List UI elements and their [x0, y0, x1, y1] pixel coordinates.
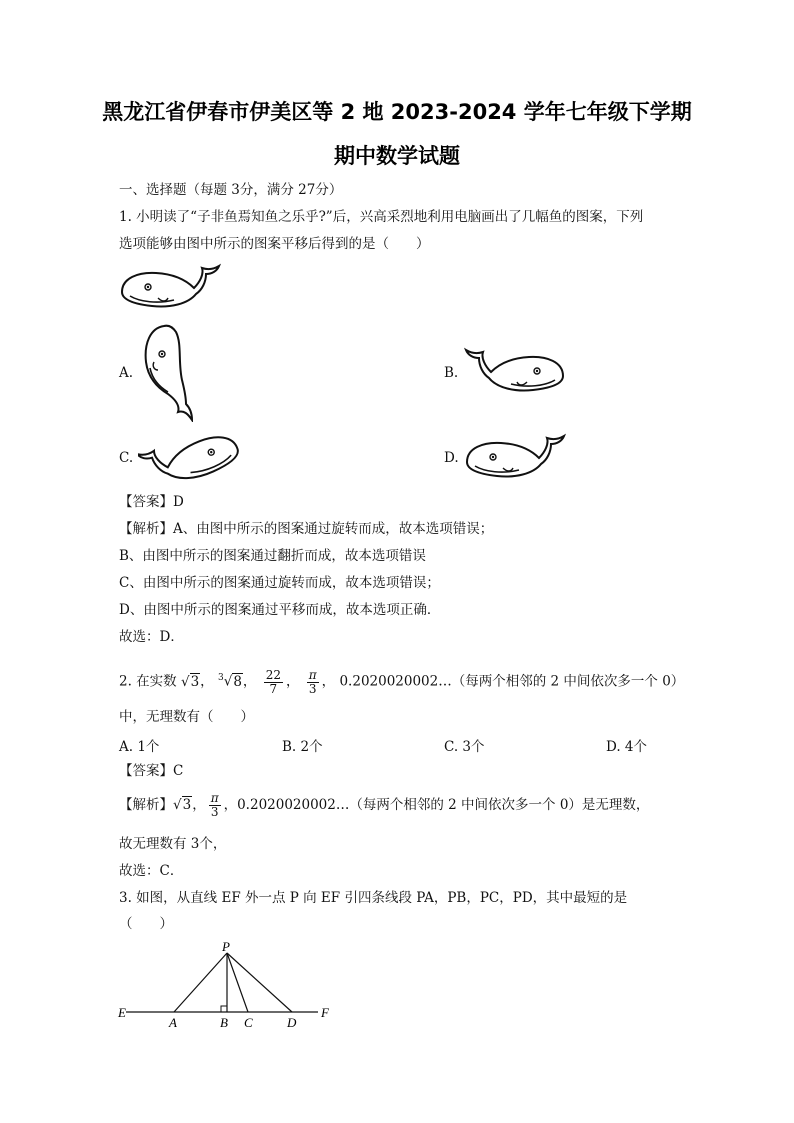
label-c: C: [244, 1015, 253, 1030]
expl-pi-symbol: π: [210, 791, 219, 805]
q2-prefix: 2. 在实数: [119, 673, 177, 690]
q2-answer: 【答案】C: [119, 763, 184, 779]
expl-fraction-pi-3: [209, 792, 221, 819]
sqrt-3-expression: √3: [180, 673, 200, 690]
q1-option-d-label: D.: [444, 450, 459, 466]
fraction-numerator: 22: [265, 667, 281, 682]
q1-explanation-4: D、由图中所示的图案通过平移而成，故本选项正确．: [119, 602, 441, 618]
fraction-22-7: [264, 669, 283, 696]
q2-choice: 故选：C．: [119, 863, 184, 879]
right-angle-mark: [221, 1006, 227, 1012]
cbrt-8-expression: $^3$√8: [217, 673, 242, 690]
label-a: A: [169, 1015, 177, 1030]
q2-text-2: 中，无理数有（ ）: [119, 709, 254, 725]
whale-option-d-image: [463, 432, 567, 482]
expl-sqrt-3-radicand: 3: [182, 797, 192, 813]
section-heading: 一、选择题（每题 3分，满分 27分）: [119, 182, 343, 198]
q2-text-1: 2. 在实数 √3， $^3$√8， $\frac{22}{7}$ ， $\frac{\pi}{3}$ ， 0.2020020002…（每两个相邻的 2 中间依次多一个 0）: [119, 663, 684, 697]
q2-explanation-2: 故无理数有 3个，: [119, 836, 227, 852]
q1-answer: 【答案】D: [119, 494, 184, 510]
geometry-diagram: [112, 935, 342, 1030]
fraction-pi-3: [307, 669, 319, 696]
whale-option-c-image: [138, 430, 242, 486]
fraction-denominator: 7: [269, 681, 278, 696]
segment-pd: [227, 953, 292, 1012]
expl-sqrt-3: √3: [173, 797, 192, 813]
expl-pi-denominator: 3: [210, 805, 219, 819]
q2-explanation-rest: 0.2020020002…（每两个相邻的 2 中间依次多一个 0）是无理数，: [237, 797, 650, 813]
q1-explanation-3: C、由图中所示的图案通过旋转而成，故本选项错误；: [119, 575, 440, 591]
q2-option-c: C. 3个: [444, 739, 485, 755]
q2-option-b: B. 2个: [282, 739, 323, 755]
q1-explanation-2: B、由图中所示的图案通过翻折而成，故本选项错误: [119, 548, 426, 564]
title-line-1: 黑龙江省伊春市伊美区等 2 地 2023-2024 学年七年级下学期: [102, 100, 692, 124]
q2-explanation-prefix: 【解析】: [119, 797, 173, 813]
q3-text-2: （ ）: [119, 916, 173, 932]
label-p: P: [222, 939, 230, 954]
whale-reference-image: [118, 262, 222, 312]
q3-text-1: 3. 如图，从直线 EF 外一点 P 向 EF 引四条线段 PA，PB，PC，PD，其中最短的是: [119, 890, 628, 906]
q1-option-a-label: A.: [119, 365, 134, 381]
segment-pa: [174, 953, 227, 1012]
q1-option-b-label: B.: [444, 365, 459, 381]
q1-explanation-1: 【解析】A、由图中所示的图案通过旋转而成，故本选项错误；: [119, 521, 494, 537]
q2-explanation-1: 【解析】√3， $\frac{\pi}{3}$ ，0.2020020002…（每两个相邻的 2 中间依次多一个 0）是无理数，: [119, 791, 650, 819]
q1-text-1: 1. 小明读了“子非鱼焉知鱼之乐乎?”后，兴高采烈地利用电脑画出了几幅鱼的图案，下列: [119, 209, 644, 225]
whale-option-b-image: [463, 346, 567, 396]
label-f: F: [321, 1005, 329, 1020]
cbrt-8-radicand: 8: [233, 673, 242, 690]
whale-option-a-image: [138, 322, 198, 422]
pi-symbol: π: [308, 667, 317, 682]
cbrt-index: 3: [217, 673, 224, 683]
label-e: E: [118, 1005, 126, 1020]
q1-choice: 故选：D．: [119, 629, 184, 645]
q1-option-c-label: C.: [119, 450, 134, 466]
pi-denominator: 3: [308, 681, 317, 696]
q1-text-2: 选项能够由图中所示的图案平移后得到的是（ ）: [119, 236, 430, 252]
q2-option-a: A. 1个: [119, 739, 160, 755]
label-d: D: [287, 1015, 297, 1030]
label-b: B: [220, 1015, 228, 1030]
q2-option-d: D. 4个: [606, 739, 648, 755]
sqrt-3-radicand: 3: [190, 673, 200, 690]
q2-decimal: 0.2020020002…（每两个相邻的 2 中间依次多一个 0）: [339, 673, 685, 690]
title-line-2: 期中数学试题: [334, 144, 460, 168]
